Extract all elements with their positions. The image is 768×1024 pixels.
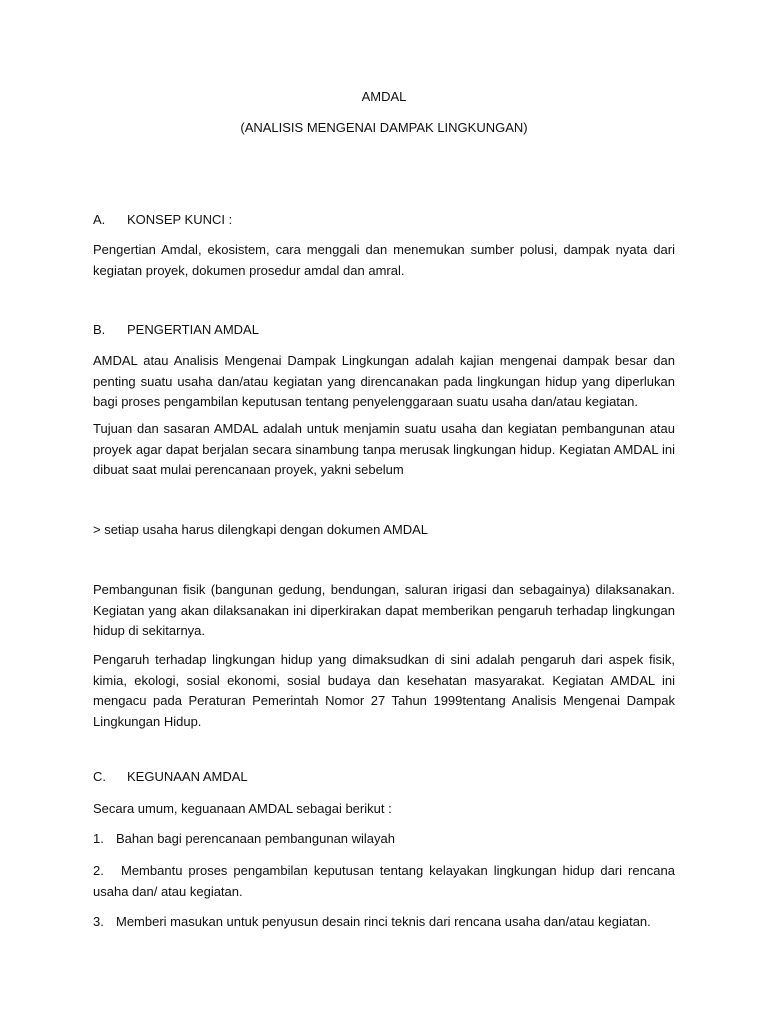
list-item-number: 2. <box>93 863 104 878</box>
section-b-paragraph-3: Pembangunan fisik (bangunan gedung, bendungan, saluran irigasi dan sebagainya) dilaksanakan. Kegiatan yang akan dilaksanakan ini diperkirakan dapat memberikan pengaruh terhadap lingkungan hidup di sekitarnya. <box>93 582 675 638</box>
list-item <box>93 829 675 850</box>
document-subtitle: (ANALISIS MENGENAI DAMPAK LINGKUNGAN) <box>240 120 528 135</box>
section-a-heading <box>93 212 232 228</box>
section-a-paragraph: Pengertian Amdal, ekosistem, cara menggali dan menemukan sumber polusi, dampak nyata dari kegiatan proyek, dokumen prosedur amdal dan amral. <box>93 242 675 278</box>
section-a-title: KONSEP KUNCI : <box>127 212 233 227</box>
section-b-letter: B. <box>93 322 106 337</box>
section-c-letter: C. <box>93 769 106 784</box>
section-b-heading <box>93 322 259 338</box>
list-item <box>93 912 675 933</box>
list-item-text: Memberi masukan untuk penyusun desain rinci teknis dari rencana usaha dan/atau kegiatan. <box>116 914 651 929</box>
section-b-paragraph-4: Pengaruh terhadap lingkungan hidup yang dimaksudkan di sini adalah pengaruh dari aspek fisik, kimia, ekologi, sosial ekonomi, sosial budaya dan kesehatan masyarakat. Kegiatan AMDAL ini mengacu pada Peraturan Pemerintah Nomor 27 Tahun 1999tentang Analisis Mengenai Dampak Lingkungan Hidup. <box>93 652 675 729</box>
section-b-note: > setiap usaha harus dilengkapi dengan dokumen AMDAL <box>93 522 428 537</box>
list-item-number: 1. <box>93 831 104 846</box>
section-b-paragraph-1: AMDAL atau Analisis Mengenai Dampak Lingkungan adalah kajian mengenai dampak besar dan penting suatu usaha dan/atau kegiatan yang direncanakan pada lingkungan hidup yang diperlukan bagi proses pengambilan keputusan tentang penyelenggaraan suatu usaha dan/atau kegiatan. <box>93 353 675 409</box>
list-item-number: 3. <box>93 914 104 929</box>
list-item <box>93 861 675 902</box>
list-item-text: Membantu proses pengambilan keputusan tentang kelayakan lingkungan hidup dari rencana usaha dan/ atau kegiatan. <box>93 863 675 899</box>
document-title: AMDAL <box>361 89 407 104</box>
section-c-title: KEGUNAAN AMDAL <box>127 769 248 784</box>
section-b-title: PENGERTIAN AMDAL <box>127 322 259 337</box>
section-c-intro: Secara umum, keguanaan AMDAL sebagai berikut : <box>93 801 392 816</box>
list-item-text: Bahan bagi perencanaan pembangunan wilayah <box>116 831 395 846</box>
section-b-paragraph-2: Tujuan dan sasaran AMDAL adalah untuk menjamin suatu usaha dan kegiatan pembangunan atau proyek agar dapat berjalan secara sinambung tanpa merusak lingkungan hidup. Kegiatan AMDAL ini dibuat saat mulai perencanaan proyek, yakni sebelum <box>93 421 675 477</box>
section-a-letter: A. <box>93 212 106 227</box>
section-c-heading <box>93 769 248 785</box>
